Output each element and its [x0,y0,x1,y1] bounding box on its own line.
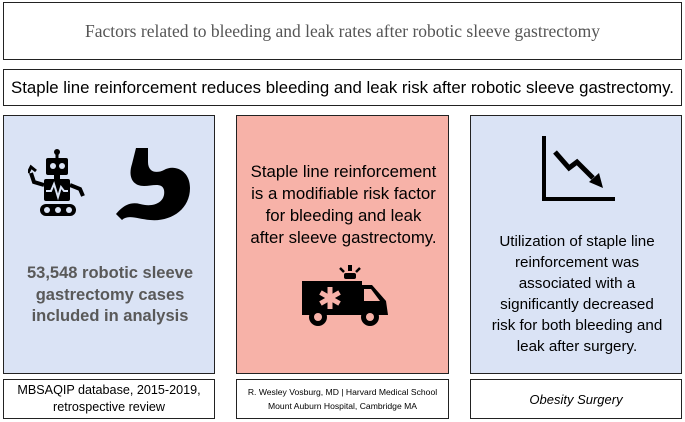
page-subtitle: Staple line reinforcement reduces bleeding and leak risk after robotic sleeve gastrectomy. [11,77,674,97]
cases-line: gastrectomy cases [35,285,185,304]
ambulance-icon [300,265,390,329]
outcome-line: leak after surgery. [516,338,638,355]
page-title: Factors related to bleeding and leak rates after robotic sleeve gastrectomy [84,20,601,41]
risk-line: Staple line reinforcement [250,162,437,181]
cases-text [4,263,216,328]
risk-line: is a modifiable risk factor [251,184,436,203]
outcome-panel [470,115,682,374]
journal-footer [470,379,682,419]
outcome-text [471,231,683,357]
affiliation-line: Mount Auburn Hospital, Cambridge MA [267,401,418,411]
cases-line: included in analysis [31,307,189,325]
outcome-line: Utilization of staple line [499,233,655,250]
outcome-line: significantly decreased [500,296,654,313]
journal-name: Obesity Surgery [529,391,623,407]
source-line: MBSAQIP database, 2015-2019, [17,383,201,397]
source-line: retrospective review [53,400,165,414]
cases-line: 53,548 robotic sleeve [26,264,193,282]
robot-icon [28,149,92,219]
author-footer [236,379,449,419]
stomach-icon [114,146,194,224]
risk-line: for bleeding and leak [265,206,422,225]
outcome-line: associated with a [518,275,636,292]
source-footer [3,379,215,419]
risk-line: after sleeve gastrectomy. [250,228,437,247]
title-box [3,2,682,60]
cases-panel [3,115,215,374]
risk-factor-text [237,161,450,249]
outcome-line: reinforcement was [514,254,640,271]
subtitle-box [3,69,682,106]
risk-factor-panel [236,115,449,374]
outcome-line: risk for both bleeding and [491,317,663,334]
declining-chart-icon [541,136,615,202]
author-line: R. Wesley Vosburg, MD | Harvard Medical School [247,387,438,397]
